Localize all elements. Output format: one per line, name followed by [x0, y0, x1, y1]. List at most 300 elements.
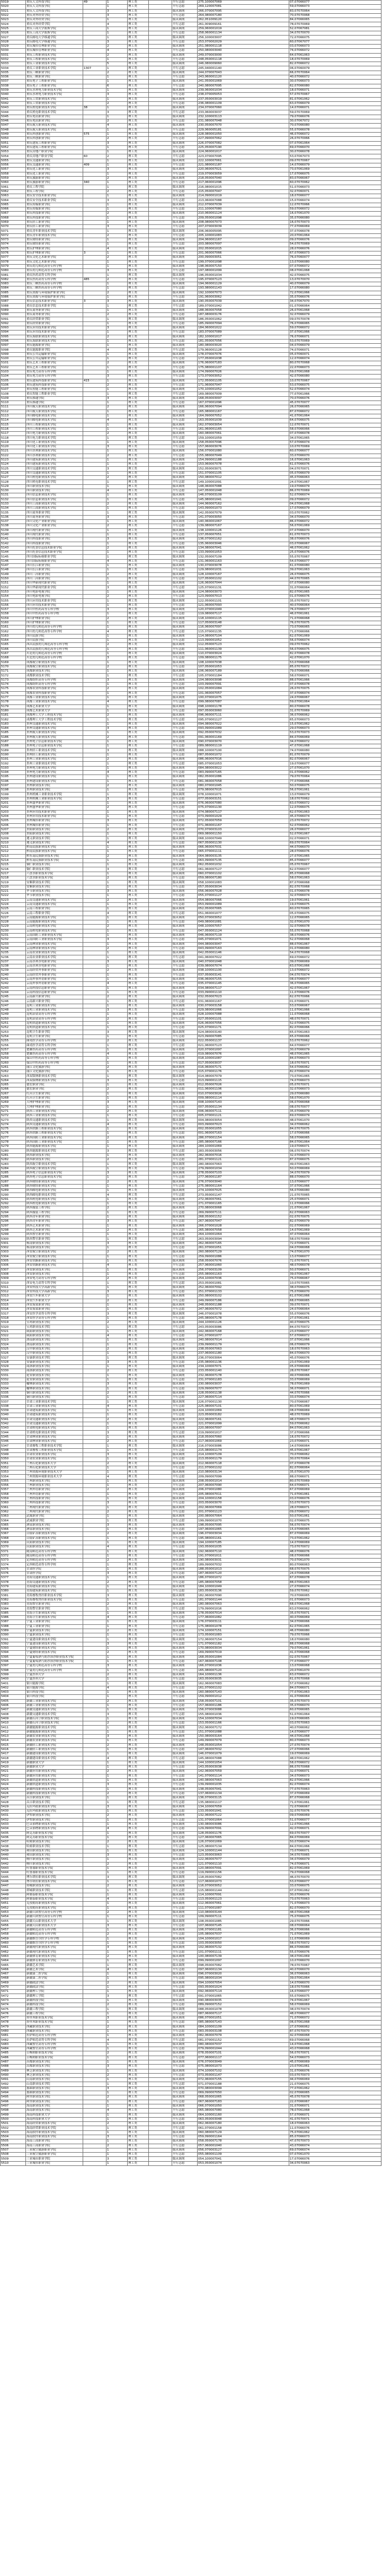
cell-scores: 100,080007139 — [198, 1954, 289, 1959]
cell-track: 服从调剂 — [172, 1963, 198, 1968]
cell-fee — [149, 2148, 172, 2152]
cell-code: 5032 — [1, 57, 26, 62]
cell-fee — [149, 1312, 172, 1316]
cell-code: 5253 — [1, 1030, 26, 1034]
cell-code: 5228 — [1, 920, 26, 925]
cell-category: 1 — [106, 264, 128, 268]
table-row — [1, 106, 381, 110]
cell-school: 四川邮电职业技术学院 — [26, 419, 83, 423]
cell-ranks: 42,07066068 — [289, 2034, 381, 2038]
cell-category: 1 — [106, 577, 128, 581]
table-row — [1, 57, 381, 62]
table-row — [1, 1017, 381, 1021]
cell-track: 平行志愿 — [172, 867, 198, 872]
cell-track: 平行志愿 — [172, 49, 198, 53]
cell-track: 平行志愿 — [172, 612, 198, 616]
cell-track: 平行志愿 — [172, 1343, 198, 1347]
cell-category: 1 — [106, 216, 128, 220]
cell-plan — [83, 1897, 106, 1901]
cell-scores: 163,050001039 — [198, 419, 289, 423]
cell-category: 4 — [106, 22, 128, 27]
cell-ranks: 79,07066068 — [289, 1871, 381, 1875]
cell-category: 1 — [106, 1902, 128, 1906]
cell-plan — [83, 84, 106, 88]
cell-school: 四川文化产业职业学院 — [26, 524, 83, 528]
cell-scores: 211,100007080 — [198, 207, 289, 211]
cell-ranks: 56,07061061 — [289, 788, 381, 793]
table-row — [1, 920, 381, 925]
table-row — [1, 1761, 381, 1765]
cell-track: 平行志愿 — [172, 463, 198, 467]
cell-type: 理工类 — [128, 1180, 149, 1184]
cell-type: 理工类 — [128, 1461, 149, 1466]
table-row — [1, 1109, 381, 1113]
cell-plan — [83, 537, 106, 542]
cell-school: 四川三河职业学院 — [26, 572, 83, 577]
cell-code: 5454 — [1, 1915, 26, 1919]
cell-code: 5325 — [1, 1347, 26, 1351]
cell-fee — [149, 1959, 172, 1963]
cell-fee — [149, 758, 172, 762]
table-row — [1, 1783, 381, 1787]
table-row — [1, 1132, 381, 1136]
cell-scores: 095,070001127 — [198, 718, 289, 722]
cell-type: 理工类 — [128, 1937, 149, 1941]
cell-school: 重庆智能工程职业学院 — [26, 392, 83, 396]
cell-school: 四川商务职业学院 — [26, 511, 83, 515]
cell-fee — [149, 2034, 172, 2038]
cell-school: 重庆公共运输职业学院 — [26, 357, 83, 361]
cell-code: 5162 — [1, 630, 26, 634]
cell-ranks: 83,07070064 — [289, 9, 381, 13]
cell-plan — [83, 1299, 106, 1303]
cell-track: 服从调剂 — [172, 1682, 198, 1686]
cell-plan — [83, 1369, 106, 1373]
cell-category: 1 — [106, 1822, 128, 1826]
table-row — [1, 484, 381, 489]
cell-track: 服从调剂 — [172, 1338, 198, 1343]
table-row — [1, 313, 381, 317]
cell-type: 理工类 — [128, 498, 149, 502]
cell-ranks: 14,07066064 — [289, 1444, 381, 1448]
cell-fee — [149, 1030, 172, 1034]
cell-ranks: 39,07066069 — [289, 960, 381, 964]
cell-fee — [149, 1611, 172, 1615]
cell-ranks: 36,07066063 — [289, 1972, 381, 1977]
cell-plan — [83, 1858, 106, 1862]
cell-track: 服从调剂 — [172, 1559, 198, 1563]
cell-ranks: 61,07066080 — [289, 564, 381, 568]
cell-code: 5131 — [1, 493, 26, 498]
cell-code: 5324 — [1, 1343, 26, 1347]
cell-track: 服从调剂 — [172, 1488, 198, 1492]
cell-plan — [83, 2047, 106, 2051]
cell-track: 服从调剂 — [172, 1734, 198, 1738]
cell-school: 重庆电力高等专科学校 — [26, 375, 83, 379]
cell-type: 理工类 — [128, 370, 149, 374]
cell-code: 5089 — [1, 308, 26, 312]
cell-type: 理工类 — [128, 1334, 149, 1338]
cell-track: 服从调剂 — [172, 889, 198, 893]
cell-code: 5243 — [1, 986, 26, 990]
cell-scores: 162,070003054 — [198, 423, 289, 427]
cell-ranks: 57,07066074 — [289, 440, 381, 445]
cell-type: 理工类 — [128, 1303, 149, 1307]
cell-school: 陕西艺术职业学院 — [26, 1224, 83, 1228]
cell-fee — [149, 62, 172, 66]
cell-type: 理工类 — [128, 313, 149, 317]
cell-code: 5282 — [1, 1158, 26, 1162]
table-row — [1, 1162, 381, 1167]
cell-code: 5156 — [1, 603, 26, 607]
cell-track: 平行志愿 — [172, 454, 198, 458]
cell-track: 服从调剂 — [172, 344, 198, 348]
cell-ranks: 63,07066072 — [289, 802, 381, 806]
cell-ranks: 69,07066079 — [289, 1114, 381, 1118]
cell-category: 1 — [106, 1105, 128, 1109]
cell-plan — [83, 1677, 106, 1682]
cell-school: 陕西航空职业技术学院 — [26, 1167, 83, 1171]
cell-plan — [83, 656, 106, 660]
cell-fee — [149, 1193, 172, 1197]
cell-ranks: 40,07066069 — [289, 1615, 381, 1620]
cell-school: 宁夏财经职业技术学院 — [26, 1647, 83, 1651]
cell-ranks: 27,07066074 — [289, 1585, 381, 1589]
cell-scores: 193,050001035 — [198, 1545, 289, 1550]
cell-school: 云南机电职业技术学院 — [26, 929, 83, 933]
cell-school: 四川现代职业学院 — [26, 528, 83, 533]
cell-school: 新疆能源职业技术学院 — [26, 1726, 83, 1730]
cell-category: 3 — [106, 467, 128, 471]
cell-type: 理工类 — [128, 1585, 149, 1589]
table-row — [1, 674, 381, 678]
table-row — [1, 846, 381, 850]
cell-scores: 131,070001064 — [198, 1818, 289, 1822]
cell-plan — [83, 1193, 106, 1197]
cell-category: 2 — [106, 405, 128, 410]
cell-scores: 092,050007032 — [198, 731, 289, 735]
table-row — [1, 1941, 381, 1945]
cell-code: 5330 — [1, 1369, 26, 1373]
cell-scores: 119,090001156 — [198, 1871, 289, 1875]
cell-fee — [149, 1479, 172, 1483]
cell-plan — [83, 502, 106, 506]
cell-school: 贵州建设职业技术学院 — [26, 779, 83, 784]
cell-scores: 185,080007058 — [198, 1580, 289, 1585]
cell-fee — [149, 383, 172, 387]
cell-ranks: 82,07061069 — [289, 1866, 381, 1870]
cell-scores: 280,080007063 — [198, 1162, 289, 1167]
cell-school: 青海警官职业学院 — [26, 1607, 83, 1611]
cell-fee — [149, 911, 172, 916]
cell-type: 理工类 — [128, 1294, 149, 1299]
cell-type: 理工类 — [128, 832, 149, 837]
cell-scores: 167,060007108 — [198, 1659, 289, 1664]
cell-plan — [83, 735, 106, 739]
cell-plan — [83, 317, 106, 321]
cell-track: 平行志愿 — [172, 665, 198, 669]
table-row — [1, 1774, 381, 1778]
cell-track: 服从调剂 — [172, 9, 198, 13]
cell-code: 5157 — [1, 607, 26, 612]
table-row — [1, 858, 381, 863]
cell-ranks: 71,07061061 — [289, 1492, 381, 1496]
cell-plan — [83, 1814, 106, 1818]
cell-ranks: 53,07070073 — [289, 1501, 381, 1505]
cell-fee — [149, 1343, 172, 1347]
cell-scores: 002,050001055 — [198, 1127, 289, 1132]
cell-type: 理工类 — [128, 1387, 149, 1391]
cell-plan — [83, 1532, 106, 1536]
cell-fee — [149, 449, 172, 454]
cell-code: 5314 — [1, 1299, 26, 1303]
cell-ranks: 84,07061064 — [289, 1140, 381, 1144]
cell-code: 5277 — [1, 1136, 26, 1140]
cell-plan — [83, 1977, 106, 1981]
cell-code: 5129 — [1, 484, 26, 489]
cell-type: 理工类 — [128, 1452, 149, 1457]
table-row — [1, 375, 381, 379]
cell-type: 理工类 — [128, 779, 149, 784]
table-row — [1, 951, 381, 955]
cell-plan — [83, 260, 106, 264]
cell-code: 5133 — [1, 502, 26, 506]
cell-scores: 171,070001182 — [198, 1642, 289, 1646]
cell-school: 曲靖医学高等专科学校 — [26, 1043, 83, 1048]
cell-type: 理工类 — [128, 1875, 149, 1879]
cell-ranks: 85,07066068 — [289, 872, 381, 876]
cell-school: 重庆能源职业学院 — [26, 344, 83, 348]
cell-fee — [149, 1356, 172, 1360]
cell-school: 云南经贸外事职业学院 — [26, 969, 83, 973]
cell-type: 理工类 — [128, 1048, 149, 1052]
cell-code: 5308 — [1, 1272, 26, 1276]
cell-category: 1 — [106, 1492, 128, 1496]
cell-category: 1 — [106, 1928, 128, 1933]
cell-category: 4 — [106, 1264, 128, 1268]
cell-plan — [83, 454, 106, 458]
cell-school: 陕西能源职业技术学院 — [26, 1145, 83, 1149]
cell-ranks: 38,07066075 — [289, 1285, 381, 1290]
cell-category: 1 — [106, 1308, 128, 1312]
cell-type: 理工类 — [128, 2073, 149, 2077]
table-row — [1, 5, 381, 9]
cell-scores: 055,080001109 — [198, 2153, 289, 2157]
cell-code: 5079 — [1, 264, 26, 268]
table-row — [1, 1589, 381, 1594]
cell-scores: 221,080001187 — [198, 163, 289, 167]
cell-scores: 213,050001179 — [198, 1457, 289, 1461]
table-row — [1, 1413, 381, 1417]
table-row — [1, 1461, 381, 1466]
cell-track: 服从调剂 — [172, 1990, 198, 1994]
cell-type: 理工类 — [128, 1325, 149, 1329]
cell-category: 1 — [106, 57, 128, 62]
table-row — [1, 793, 381, 797]
cell-fee — [149, 93, 172, 97]
cell-scores: 097,060001134 — [198, 1968, 289, 1972]
cell-fee — [149, 1695, 172, 1699]
table-row — [1, 969, 381, 973]
cell-school: 安顺职业技术学院 — [26, 885, 83, 889]
cell-ranks: 50,07066069 — [289, 1167, 381, 1171]
cell-category: 1 — [106, 1484, 128, 1488]
cell-fee — [149, 846, 172, 850]
cell-school: 四川信息职业技术学院 — [26, 498, 83, 502]
cell-plan — [83, 678, 106, 682]
cell-category: 1 — [106, 1074, 128, 1078]
cell-category: 1 — [106, 295, 128, 299]
cell-school: 四川中医药高等专科学校 — [26, 607, 83, 612]
cell-track: 服从调剂 — [172, 449, 198, 454]
cell-plan — [83, 471, 106, 475]
cell-fee — [149, 463, 172, 467]
cell-track: 平行志愿 — [172, 1281, 198, 1285]
cell-category: 1 — [106, 1831, 128, 1835]
cell-plan — [83, 1580, 106, 1585]
table-row — [1, 212, 381, 216]
cell-track: 服从调剂 — [172, 1039, 198, 1043]
cell-fee — [149, 242, 172, 247]
cell-type: 理工类 — [128, 1647, 149, 1651]
cell-track: 平行志愿 — [172, 1132, 198, 1136]
cell-category: 2 — [106, 995, 128, 999]
cell-type: 理工类 — [128, 2144, 149, 2148]
cell-type: 理工类 — [128, 726, 149, 730]
cell-category: 1 — [106, 850, 128, 854]
cell-ranks: 16,07061070 — [289, 212, 381, 216]
cell-track: 服从调剂 — [172, 1858, 198, 1862]
cell-school: 云南科技信息职业学院 — [26, 990, 83, 995]
cell-ranks: 10,07070065 — [289, 1281, 381, 1285]
cell-type: 理工类 — [128, 955, 149, 960]
table-row — [1, 1211, 381, 1215]
cell-fee — [149, 1743, 172, 1747]
cell-scores: 072,050007059 — [198, 819, 289, 823]
table-row — [1, 1730, 381, 1734]
cell-category: 2 — [106, 524, 128, 528]
cell-type: 理工类 — [128, 867, 149, 872]
cell-plan — [83, 1413, 106, 1417]
cell-code: 5456 — [1, 1924, 26, 1928]
cell-category: 2 — [106, 1299, 128, 1303]
cell-category: 2 — [106, 1391, 128, 1395]
cell-type: 理工类 — [128, 216, 149, 220]
cell-type: 理工类 — [128, 260, 149, 264]
cell-track: 服从调剂 — [172, 1277, 198, 1281]
cell-school: 铜川职业技术学院 — [26, 1396, 83, 1400]
cell-plan — [83, 1105, 106, 1109]
cell-scores: 144,060007162 — [198, 502, 289, 506]
cell-category: 3 — [106, 2157, 128, 2161]
cell-school: 西安汽车职业大学 — [26, 1299, 83, 1303]
cell-school: 重庆艺术工程职业学院 — [26, 365, 83, 370]
cell-scores: 220,060007021 — [198, 168, 289, 172]
cell-scores: 276,070003040 — [198, 1180, 289, 1184]
cell-scores: 262,060007165 — [198, 1241, 289, 1246]
cell-plan — [83, 1277, 106, 1281]
cell-ranks: 34,07061065 — [289, 436, 381, 440]
cell-scores: 175,080001078 — [198, 1624, 289, 1629]
cell-code: 5219 — [1, 881, 26, 885]
table-row — [1, 1977, 381, 1981]
cell-scores: 125,080007134 — [198, 1844, 289, 1849]
cell-track: 平行志愿 — [172, 832, 198, 837]
cell-scores: 044,080003047 — [198, 942, 289, 946]
cell-category: 3 — [106, 1946, 128, 1950]
cell-category: 1 — [106, 18, 128, 22]
cell-scores: 169,080007009 — [198, 392, 289, 396]
cell-plan — [83, 53, 106, 57]
cell-type: 理工类 — [128, 1774, 149, 1778]
cell-ranks: 66,07070064 — [289, 71, 381, 75]
cell-category: 1 — [106, 1717, 128, 1721]
cell-plan — [83, 1774, 106, 1778]
cell-track: 服从调剂 — [172, 1981, 198, 1985]
cell-plan — [83, 189, 106, 194]
cell-plan — [83, 1559, 106, 1563]
cell-school: 四川交通职业技术学院 — [26, 471, 83, 475]
cell-scores: 127,050001102 — [198, 577, 289, 581]
table-row — [1, 669, 381, 674]
cell-track: 服从调剂 — [172, 846, 198, 850]
cell-scores: 257,060001060 — [198, 1264, 289, 1268]
cell-type: 理工类 — [128, 357, 149, 361]
cell-code: 5358 — [1, 1492, 26, 1496]
cell-plan — [83, 436, 106, 440]
cell-code: 5383 — [1, 1603, 26, 1607]
cell-scores: 175,080001107 — [198, 365, 289, 370]
cell-ranks: 73,07061062 — [289, 1536, 381, 1541]
table-row — [1, 1334, 381, 1338]
table-row — [1, 1092, 381, 1096]
cell-school: 大理护理职业学院 — [26, 1101, 83, 1105]
cell-plan — [83, 2122, 106, 2126]
cell-type: 理工类 — [128, 1013, 149, 1017]
cell-scores: 258,050007076 — [198, 1259, 289, 1263]
cell-category: 1 — [106, 1325, 128, 1329]
cell-fee — [149, 1501, 172, 1505]
cell-track: 平行志愿 — [172, 304, 198, 308]
cell-scores: 155,080007049 — [198, 454, 289, 458]
cell-category: 1 — [106, 1246, 128, 1250]
table-row — [1, 735, 381, 739]
cell-code: 5352 — [1, 1466, 26, 1470]
cell-school: 贵州电力职业技术学院 — [26, 766, 83, 770]
cell-school: 宁夏医科大学 — [26, 1677, 83, 1682]
table-row — [1, 1563, 381, 1567]
cell-type: 理工类 — [128, 1220, 149, 1224]
cell-ranks: 42,07066075 — [289, 273, 381, 277]
cell-school: 海南工商职业学院 — [26, 2144, 83, 2148]
table-row — [1, 1655, 381, 1659]
cell-fee — [149, 1664, 172, 1668]
cell-category: 2 — [106, 1461, 128, 1466]
cell-plan — [83, 1426, 106, 1431]
cell-scores: 150,080007012 — [198, 476, 289, 480]
cell-ranks: 26,07070066 — [289, 137, 381, 141]
cell-fee — [149, 2157, 172, 2161]
cell-code: 5353 — [1, 1470, 26, 1475]
table-row — [1, 1448, 381, 1452]
table-row — [1, 1277, 381, 1281]
cell-school: 陕西职业技术学院 — [26, 1153, 83, 1158]
table-row — [1, 1127, 381, 1132]
cell-type: 理工类 — [128, 348, 149, 352]
cell-fee — [149, 1853, 172, 1857]
cell-fee — [149, 1329, 172, 1334]
cell-ranks: 37,07066078 — [289, 229, 381, 233]
